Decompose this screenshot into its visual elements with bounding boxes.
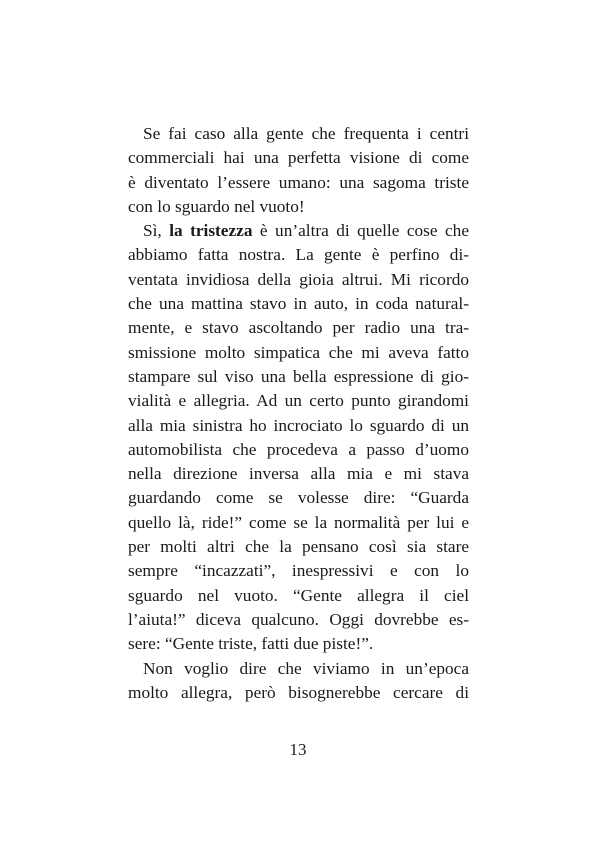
text-line: Se fai caso alla gente che frequenta i centri [143, 124, 469, 143]
text-run: Sì, [143, 221, 170, 241]
text-line: sempre “incazzati”, inespressivi e con lo [128, 561, 469, 581]
text-line: molto allegra, però bisognerebbe cercare di [128, 682, 469, 702]
page-number: 13 [289, 740, 307, 759]
text-line [128, 219, 469, 243]
text-line: con lo sguardo nel vuoto! [128, 196, 305, 216]
text-line: abbiamo fatta nostra. La gente è perfino di- [128, 245, 469, 265]
text-line: nella direzione inversa alla mia e mi stava [128, 464, 469, 484]
text-line: ventata invidiosa della gioia altrui. Mi ricordo [128, 269, 469, 289]
text-line: Non voglio dire che viviamo in un’epoca [143, 658, 469, 678]
text-line: guardando come se volesse dire: “Guarda [128, 488, 469, 508]
bold-phrase: la tristezza [169, 221, 253, 241]
text-line: quello là, ride!” come se la normalità per lui e [128, 512, 469, 532]
text-line: sere: “Gente triste, fatti due piste!”. [128, 634, 374, 654]
text-line: automobilista che procedeva a passo d’uomo [128, 439, 469, 459]
text-line: commerciali hai una perfetta visione di come [128, 148, 469, 168]
text-line: è diventato l’essere umano: una sagoma triste [128, 172, 469, 192]
body-text [128, 122, 469, 705]
text-line: smissione molto simpatica che mi aveva fatto [128, 342, 469, 362]
text-line: sguardo nel vuoto. “Gente allegra il ciel [128, 585, 469, 605]
text-line: mente, e stavo ascoltando per radio una tra- [128, 318, 469, 338]
text-line: l’aiuta!” diceva qualcuno. Oggi dovrebbe es- [128, 609, 469, 629]
text-line: stampare sul viso una bella espressione di gio- [128, 366, 469, 386]
text-line: alla mia sinistra ho incrociato lo sguardo di un [128, 415, 469, 435]
text-line: per molti altri che la pensano così sia stare [128, 537, 469, 557]
text-run: è un’altra di quelle cose che [252, 221, 469, 241]
text-line: vialità e allegria. Ad un certo punto girandomi [128, 391, 469, 411]
text-line: che una mattina stavo in auto, in coda natural- [128, 294, 469, 314]
